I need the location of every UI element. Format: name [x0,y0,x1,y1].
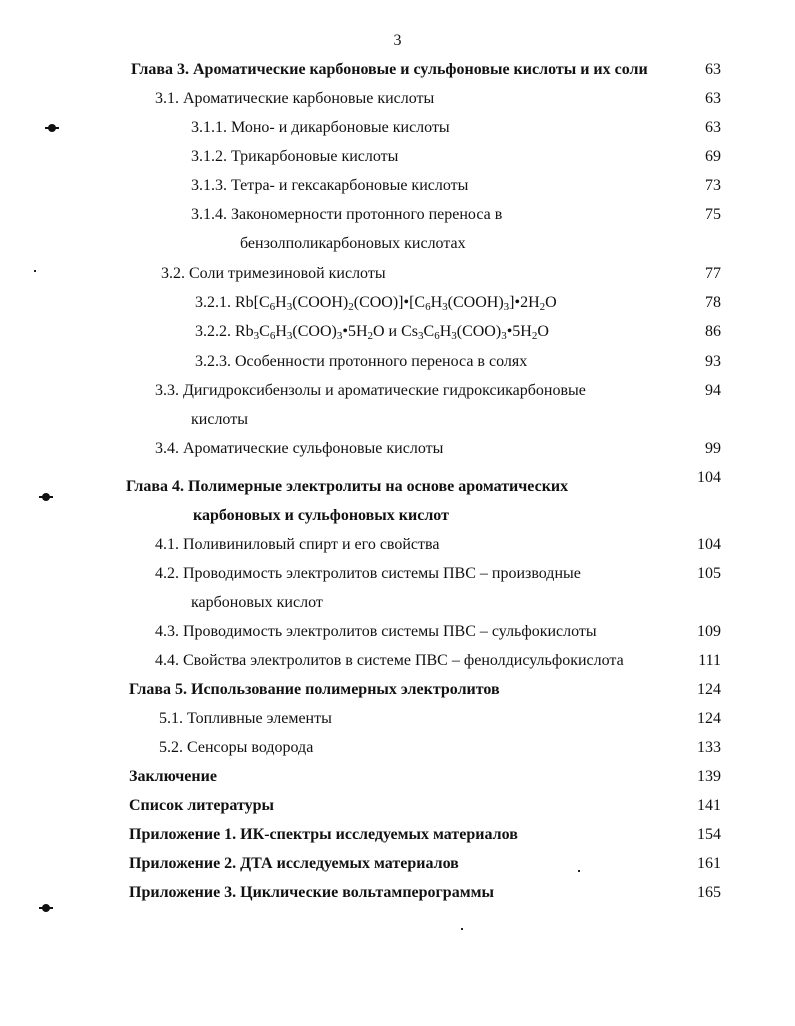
chemical-formula: $Rb_3C_6H_3(COO)_3•5H_2O$ и $Cs_3C_6H_3(COO)_3•5H_2O$ [235,323,549,342]
toc-page-number: 75 [705,206,721,223]
toc-section-3-1-4-continued: бензолполикарбоновых кислотах [240,235,466,252]
toc-page-number: 104 [697,536,721,553]
toc-page-number: 141 [697,797,721,814]
toc-page-number: 69 [705,148,721,165]
toc-section-4-2: 4.2. Проводимость электролитов системы ПВС – производные [155,565,581,582]
toc-section-3-1-4: 3.1.4. Закономерности протонного переноса в [191,206,503,223]
toc-page-number: 124 [697,681,721,698]
toc-page-number: 109 [697,623,721,640]
section-number: 3.2.2. [195,323,231,340]
toc-section-3-4: 3.4. Ароматические сульфоновые кислоты [155,440,444,457]
toc-section-3-2-2 [195,322,549,342]
toc-page-number: 93 [705,353,721,370]
toc-chapter-4: Глава 4. Полимерные электролиты на основе ароматических [126,478,569,495]
page-number: 3 [393,32,402,49]
toc-page-number: 104 [697,469,721,486]
section-number: 3.2.1. [195,294,231,311]
toc-chapter-4-continued: карбоновых и сульфоновых кислот [193,507,449,524]
toc-section-5-1: 5.1. Топливные элементы [159,710,332,727]
toc-page-number: 154 [697,826,721,843]
toc-page-number: 94 [705,382,721,399]
toc-appendix-3: Приложение 3. Циклические вольтамперограммы [129,884,494,901]
toc-section-3-1-1: 3.1.1. Моно- и дикарбоновые кислоты [191,119,450,136]
toc-page-number: 139 [697,768,721,785]
chemical-formula: $Rb[C_6H_3(COOH)_2(COO)]•[C_6H_3(COOH)_3]•2H_2O$ [235,294,557,313]
toc-page-number: 73 [705,177,721,194]
toc-section-5-2: 5.2. Сенсоры водорода [159,739,314,756]
toc-page-number: 86 [705,323,721,340]
toc-chapter-3: Глава 3. Ароматические карбоновые и сульфоновые кислоты и их соли [131,61,648,78]
scan-speck [461,928,463,930]
toc-page-number: 63 [705,61,721,78]
toc-section-3-3: 3.3. Дигидроксибензолы и ароматические гидроксикарбоновые [155,382,586,399]
toc-section-3-2-3: 3.2.3. Особенности протонного переноса в солях [195,353,528,370]
toc-section-4-3: 4.3. Проводимость электролитов системы ПВС – сульфокислоты [155,623,597,640]
scan-mark-1 [48,124,56,132]
toc-section-4-4: 4.4. Свойства электролитов в системе ПВС – фенолдисульфокислота [155,652,624,669]
toc-page-number: 165 [697,884,721,901]
toc-section-3-1-3: 3.1.3. Тетра- и гексакарбоновые кислоты [191,177,469,194]
toc-section-3-1-2: 3.1.2. Трикарбоновые кислоты [191,148,399,165]
toc-appendix-2: Приложение 2. ДТА исследуемых материалов [129,855,459,872]
toc-section-3-1: 3.1. Ароматические карбоновые кислоты [155,90,435,107]
toc-references: Список литературы [129,797,274,814]
toc-section-3-2: 3.2. Соли тримезиновой кислоты [161,265,386,282]
toc-page-number: 161 [697,855,721,872]
toc-chapter-5: Глава 5. Использование полимерных электролитов [129,681,500,698]
scan-mark-2 [42,493,50,501]
scan-speck [34,270,36,272]
toc-section-3-3-continued: кислоты [191,411,248,428]
scan-speck [578,870,580,872]
toc-page-number: 78 [705,294,721,311]
toc-page-number: 111 [698,652,721,669]
toc-appendix-1: Приложение 1. ИК-спектры исследуемых материалов [129,826,518,843]
toc-page-number: 133 [697,739,721,756]
toc-section-3-2-1 [195,293,557,313]
toc-page-number: 124 [697,710,721,727]
toc-page-number: 105 [697,565,721,582]
toc-section-4-1: 4.1. Поливиниловый спирт и его свойства [155,536,440,553]
toc-page-number: 63 [705,90,721,107]
toc-page-number: 99 [705,440,721,457]
toc-section-4-2-continued: карбоновых кислот [191,594,323,611]
toc-page-number: 63 [705,119,721,136]
toc-page-number: 77 [705,265,721,282]
toc-conclusion: Заключение [129,768,217,785]
scan-mark-3 [42,904,50,912]
